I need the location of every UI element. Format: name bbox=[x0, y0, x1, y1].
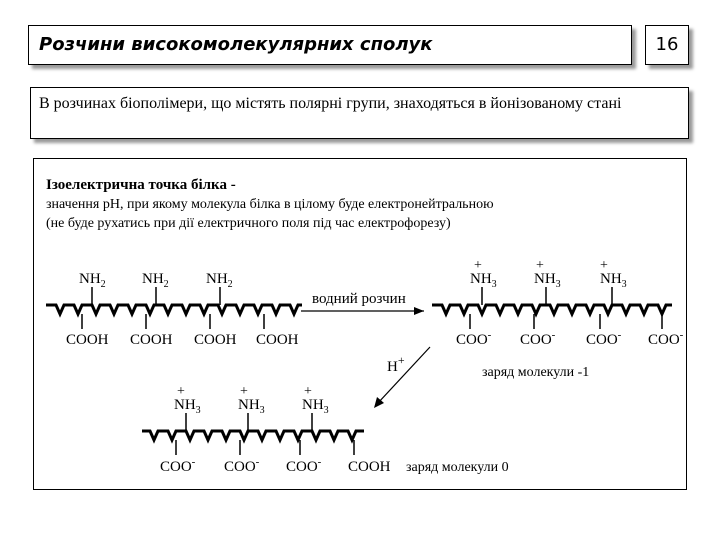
group-coo: COO- bbox=[586, 329, 622, 348]
charge-label-0: заряд молекули 0 bbox=[406, 460, 509, 475]
group-coo: COO- bbox=[160, 456, 196, 475]
charge-label-1: заряд молекули -1 bbox=[482, 365, 590, 380]
group-nh3: $NH_3$ bbox=[238, 397, 265, 416]
group-nh3: $NH_3$ bbox=[534, 271, 561, 290]
molecule-1-chain bbox=[46, 305, 302, 314]
definition-line-1: значення pH, при якому молекула білка в цілому буде електронейтральною bbox=[46, 197, 494, 212]
group-nh2: $NH_2$ bbox=[206, 271, 233, 290]
group-coo: COO- bbox=[520, 329, 556, 348]
group-nh3: $NH_3$ bbox=[302, 397, 329, 416]
group-cooh: COOH bbox=[130, 332, 173, 348]
slide-number: 16 bbox=[645, 25, 689, 65]
h-plus-label: H+ bbox=[387, 353, 405, 375]
group-nh3: $NH_3$ bbox=[470, 271, 497, 290]
plus-sign: + bbox=[177, 384, 185, 399]
arrow-label: водний розчин bbox=[312, 291, 406, 307]
figure-canvas bbox=[34, 159, 688, 491]
arrow-head bbox=[414, 307, 424, 315]
group-coo: COO- bbox=[286, 456, 322, 475]
plus-sign: + bbox=[536, 258, 544, 273]
plus-sign: + bbox=[240, 384, 248, 399]
plus-sign: + bbox=[304, 384, 312, 399]
group-coo: COO- bbox=[456, 329, 492, 348]
group-coo: COO- bbox=[648, 329, 684, 348]
group-cooh: COOH bbox=[348, 459, 391, 475]
molecule-2 bbox=[432, 258, 684, 348]
molecule-3-chain bbox=[142, 431, 364, 440]
group-cooh: COOH bbox=[194, 332, 237, 348]
group-nh2: $NH_2$ bbox=[79, 271, 106, 290]
group-coo: COO- bbox=[224, 456, 260, 475]
group-nh3: $NH_3$ bbox=[600, 271, 627, 290]
group-nh2: $NH_2$ bbox=[142, 271, 169, 290]
definition-line-2: (не буде рухатись при дії електричного поля під час електрофорезу) bbox=[46, 216, 451, 231]
title-box bbox=[28, 25, 632, 65]
group-cooh: COOH bbox=[256, 332, 299, 348]
definition-title: Ізоелектрична точка білка - bbox=[46, 177, 236, 193]
molecule-1 bbox=[46, 271, 302, 348]
molecule-3 bbox=[142, 384, 391, 475]
intro-text: В розчинах біополімери, що містять полярні групи, знаходяться в йонізованому стані bbox=[30, 87, 689, 139]
slide-title: Розчини високомолекулярних сполук bbox=[39, 34, 433, 55]
plus-sign: + bbox=[474, 258, 482, 273]
isoelectric-figure bbox=[33, 158, 687, 490]
group-nh3: $NH_3$ bbox=[174, 397, 201, 416]
molecule-2-chain bbox=[432, 305, 672, 314]
plus-sign: + bbox=[600, 258, 608, 273]
group-cooh: COOH bbox=[66, 332, 109, 348]
